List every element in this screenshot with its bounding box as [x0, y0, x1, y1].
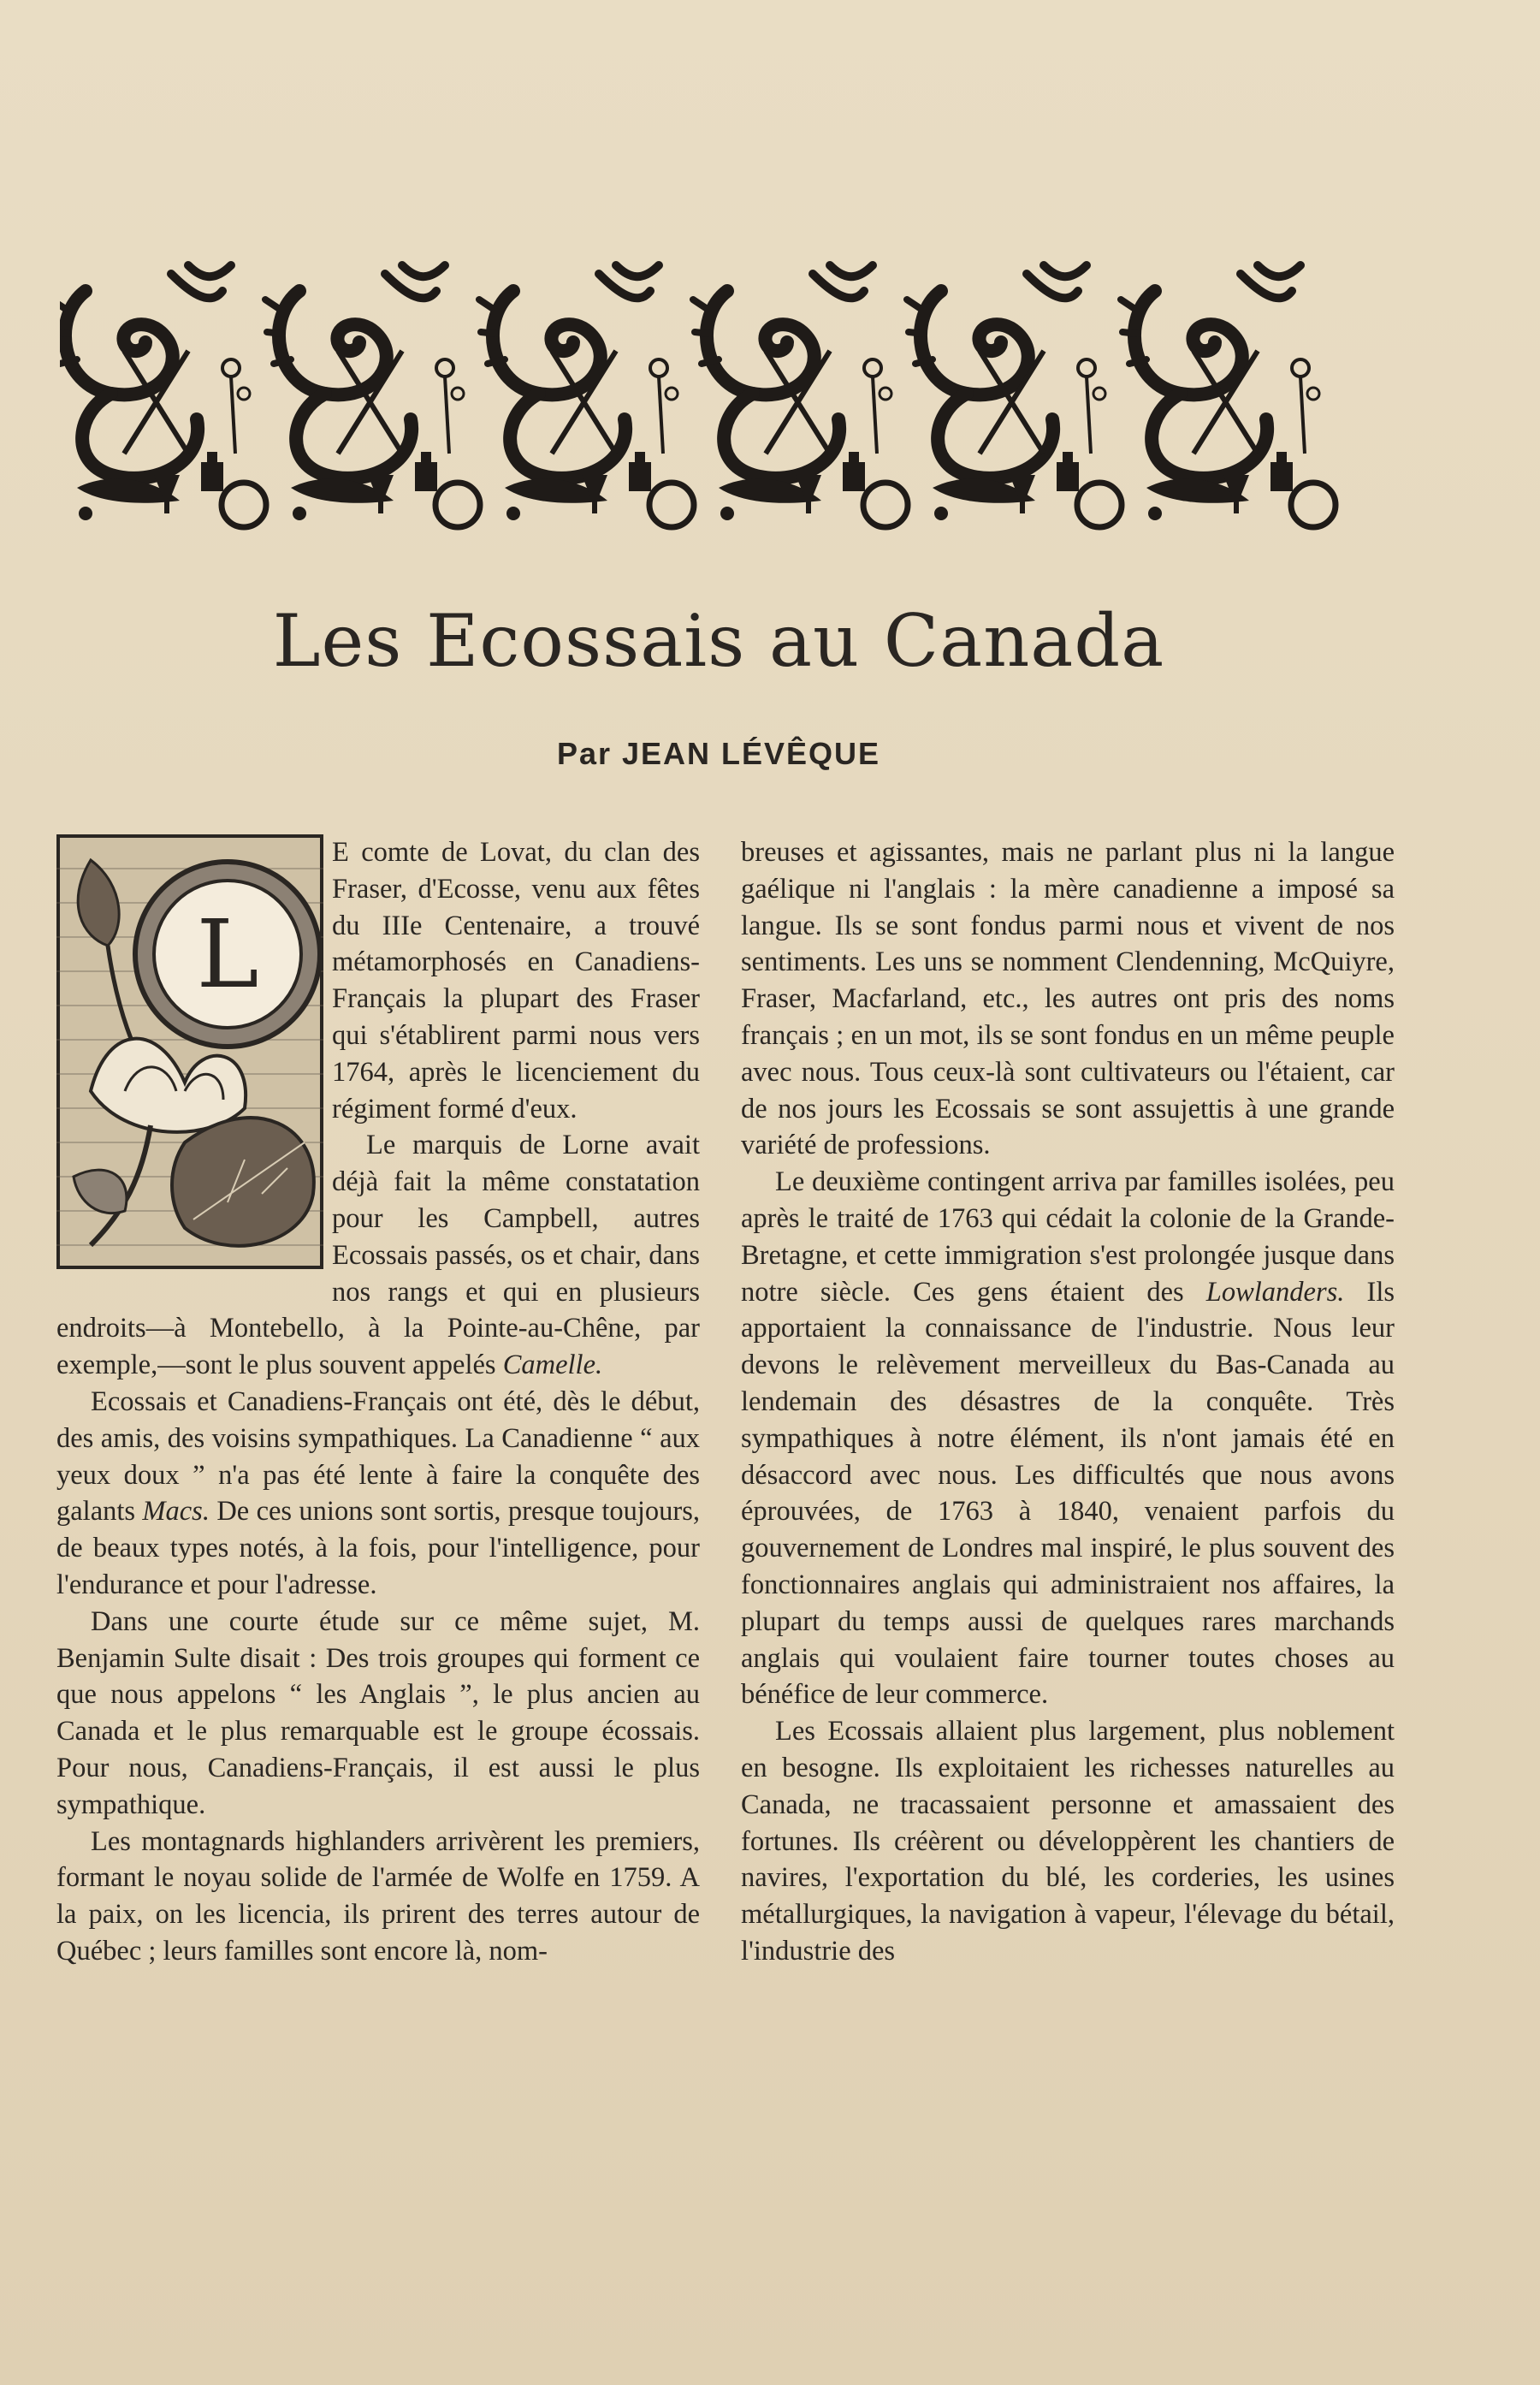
- left-column: [56, 834, 700, 1970]
- paragraph: Dans une courte étude sur ce même sujet, M. Benjamin Sulte disait : Des trois groupes qui forment ce que nous appelons “ les Anglais ”, le plus ancien au Canada et le plus remarquable est le groupe écossais. Pour nous, Canadiens-Français, il est aussi le plus sympathique.: [56, 1605, 700, 1820]
- italic-text: Camelle.: [502, 1350, 603, 1381]
- paragraph: breuses et agissantes, mais ne parlant plus ni la langue gaélique ni l'anglais : la mère canadienne a imposé sa langue. Ils se sont fondus parmi nous et vivent de nos sentiments. Les uns se nomment Clendenning, McQuiyre, Fraser, Macfarland, etc., les autres ont pris des noms français ; en un mot, ils se sont fondus en un même peuple avec nous. Tous ceux-là sont cultivateurs ou l'étaient, car de nos jours les Ecossais se sont assujettis à une grande variété de professions.: [741, 837, 1395, 1161]
- right-column: [741, 834, 1395, 1970]
- paragraph-text: Ecossais et Canadiens-Français ont été, dès le début, des amis, des voisins sympathiques. La Canadienne “ aux yeux doux ” n'a pas été lente à faire la conquête des galants: [56, 1385, 700, 1528]
- paragraph: Les Ecossais allaient plus largement, plus noblement en besogne. Ils exploitaient les richesses naturelles au Canada, ne tracassaient personne et amassaient des fortunes. Ils créèrent ou développèrent les chantiers de navires, l'exportation du blé, les corderies, les usines métallurgiques, la navigation à vapeur, l'élevage du bétail, l'industrie des: [741, 1716, 1395, 1967]
- paragraph: [741, 1164, 1395, 1713]
- article-title: Les Ecossais au Canada: [272, 599, 1165, 683]
- italic-text: Macs.: [142, 1496, 210, 1528]
- paragraph: Les montagnards highlanders arrivèrent les premiers, formant le noyau solide de l'armée de Wolfe en 1759. A la paix, on les licencia, ils prirent des terres autour de Québec ; leurs familles sont encore là, nom-: [56, 1825, 700, 1967]
- drop-cap-illustration: [56, 834, 323, 1269]
- paragraph: E comte de Lovat, du clan des Fraser, d'Ecosse, venu aux fêtes du IIIe Centenaire, a trouvé métamorphosés en Canadiens-Français la plupart des Fraser qui s'établirent parmi nous vers 1764, après le licenciement du régiment formé d'eux.: [332, 837, 700, 1124]
- paragraph: [56, 1384, 700, 1604]
- lotus-illustration: [56, 834, 323, 1269]
- drop-cap-letter: L: [196, 899, 259, 1009]
- article-byline: Par JEAN LÉVÊQUE: [556, 736, 881, 771]
- paragraph-text: Le marquis de Lorne avait déjà fait la même constatation pour les Campbell, autres Ecossais passés, os et chair, dans nos rangs et qui en plusieurs endroits—à Montebello, à la Pointe-au-Chêne, par exemple,—sont le plus souvent appelés: [56, 1130, 700, 1381]
- paragraph-text: De ces unions sont sortis, presque toujours, de beaux types notés, à la fois, pour l'intelligence, pour l'endurance et pour l'adresse.: [56, 1496, 700, 1600]
- paragraph-text: Ils apportaient la connaissance de l'industrie. Nous leur devons le relèvement merveilleux du Bas-Canada au lendemain des désastres de la conquête. Très sympathiques à notre élément, ils n'ont jamais été en désaccord avec nous. Les difficultés que nous avons éprouvées, de 1763 à 1840, venaient parfois du gouvernement de Londres mal inspiré, le plus souvent des fonctionnaires anglais qui administraient nos affaires, la plupart du temps aussi de quelques rares marchands anglais qui voulaient faire tourner toutes choses au bénéfice de leur commerce.: [741, 1276, 1395, 1711]
- decorative-header-ornament: [60, 257, 1360, 548]
- paragraph-text: Le deuxième contingent arriva par familles isolées, peu après le traité de 1763 qui cédait la colonie de la Grande-Bretagne, et cette immigration s'est prolongée jusque dans notre siècle. Ces gens étaient des: [741, 1166, 1395, 1308]
- italic-text: Lowlanders.: [1205, 1276, 1345, 1308]
